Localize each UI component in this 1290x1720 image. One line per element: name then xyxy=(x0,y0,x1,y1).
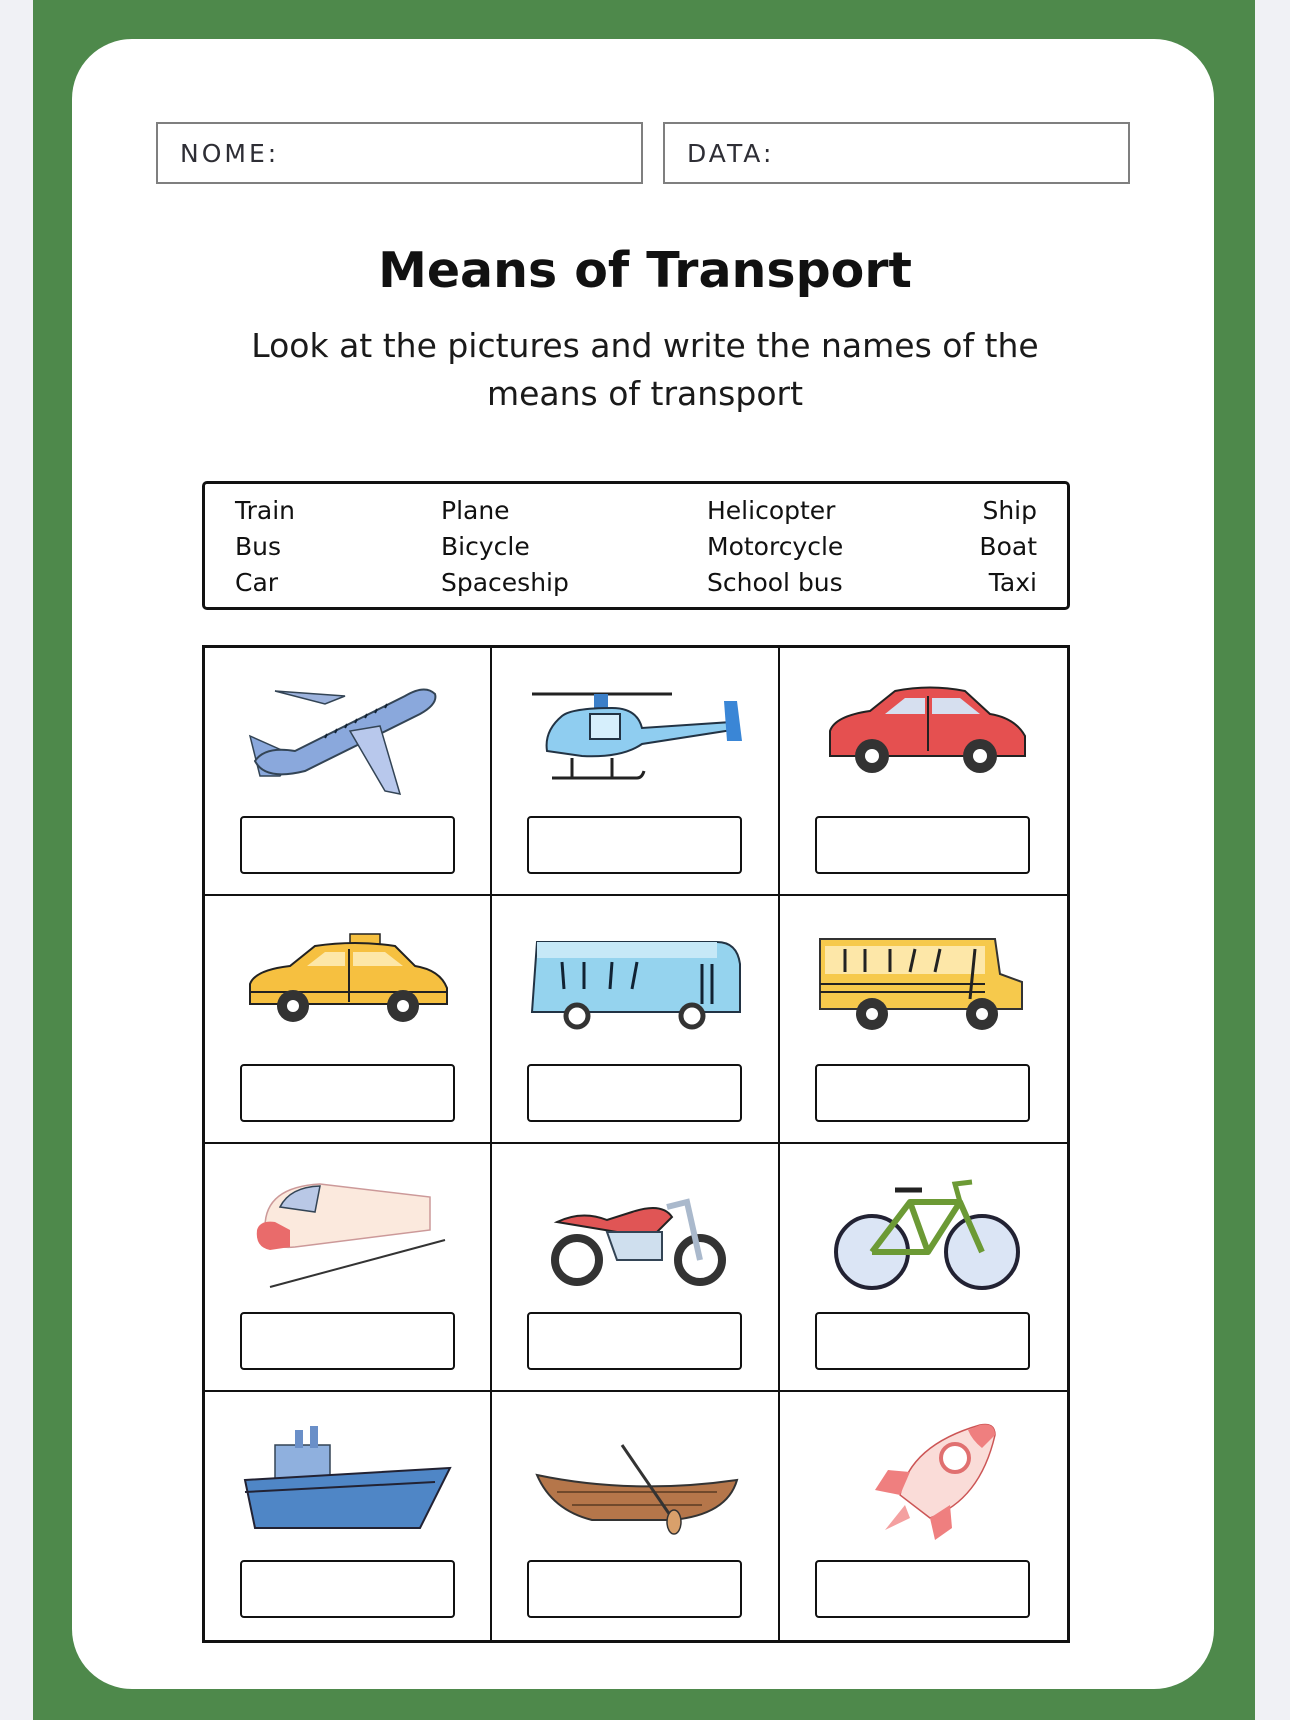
date-label: DATA: xyxy=(687,138,775,168)
answer-box[interactable] xyxy=(527,1560,742,1618)
school-bus-icon xyxy=(810,904,1035,1049)
word-bank-word: Taxi xyxy=(988,568,1037,597)
grid-cell-plane xyxy=(205,648,492,896)
grid-cell-bus xyxy=(492,896,779,1144)
train-icon xyxy=(235,1152,460,1297)
word-bank-word: Ship xyxy=(982,496,1037,525)
grid-cell-taxi xyxy=(205,896,492,1144)
grid-cell-motorcycle xyxy=(492,1144,779,1392)
answer-box[interactable] xyxy=(240,816,455,874)
grid-cell-boat xyxy=(492,1392,779,1640)
word-bank-column-3 xyxy=(707,493,843,601)
answer-box[interactable] xyxy=(240,1064,455,1122)
answer-box[interactable] xyxy=(240,1312,455,1370)
word-bank-word: Boat xyxy=(979,532,1037,561)
grid-cell-train xyxy=(205,1144,492,1392)
word-bank-word: Bus xyxy=(235,532,282,561)
answer-box[interactable] xyxy=(815,1312,1030,1370)
word-bank xyxy=(202,481,1070,610)
word-bank-word: Bicycle xyxy=(441,532,530,561)
grid-cell-car xyxy=(780,648,1067,896)
answer-box[interactable] xyxy=(527,1064,742,1122)
car-icon xyxy=(810,656,1035,801)
plane-icon xyxy=(235,656,460,801)
bicycle-icon xyxy=(810,1152,1035,1297)
word-bank-word: Motorcycle xyxy=(707,532,844,561)
motorcycle-icon xyxy=(522,1152,747,1297)
taxi-icon xyxy=(235,904,460,1049)
answer-box[interactable] xyxy=(527,816,742,874)
date-field[interactable] xyxy=(663,122,1130,184)
answer-box[interactable] xyxy=(815,816,1030,874)
answer-box[interactable] xyxy=(240,1560,455,1618)
ship-icon xyxy=(235,1400,460,1545)
answer-box[interactable] xyxy=(527,1312,742,1370)
word-bank-column-1 xyxy=(235,493,295,601)
grid-cell-spaceship xyxy=(780,1392,1067,1640)
name-field[interactable] xyxy=(156,122,643,184)
word-bank-word: Train xyxy=(235,496,295,525)
grid-cell-bicycle xyxy=(780,1144,1067,1392)
word-bank-word: Plane xyxy=(441,496,510,525)
instruction-text: Look at the pictures and write the names of the means of transport xyxy=(251,326,1039,413)
word-bank-column-2 xyxy=(441,493,569,601)
spaceship-icon xyxy=(810,1400,1035,1545)
helicopter-icon xyxy=(522,656,747,801)
grid-cell-ship xyxy=(205,1392,492,1640)
word-bank-word: Car xyxy=(235,568,279,597)
word-bank-word: Spaceship xyxy=(441,568,569,597)
picture-grid xyxy=(202,645,1070,1643)
page-title: Means of Transport xyxy=(378,242,912,299)
name-label: NOME: xyxy=(180,138,280,168)
word-bank-word: School bus xyxy=(707,568,843,597)
word-bank-column-4 xyxy=(979,493,1037,601)
answer-box[interactable] xyxy=(815,1560,1030,1618)
answer-box[interactable] xyxy=(815,1064,1030,1122)
grid-cell-helicopter xyxy=(492,648,779,896)
bus-icon xyxy=(522,904,747,1049)
boat-icon xyxy=(522,1400,747,1545)
word-bank-word: Helicopter xyxy=(707,496,836,525)
grid-cell-school-bus xyxy=(780,896,1067,1144)
